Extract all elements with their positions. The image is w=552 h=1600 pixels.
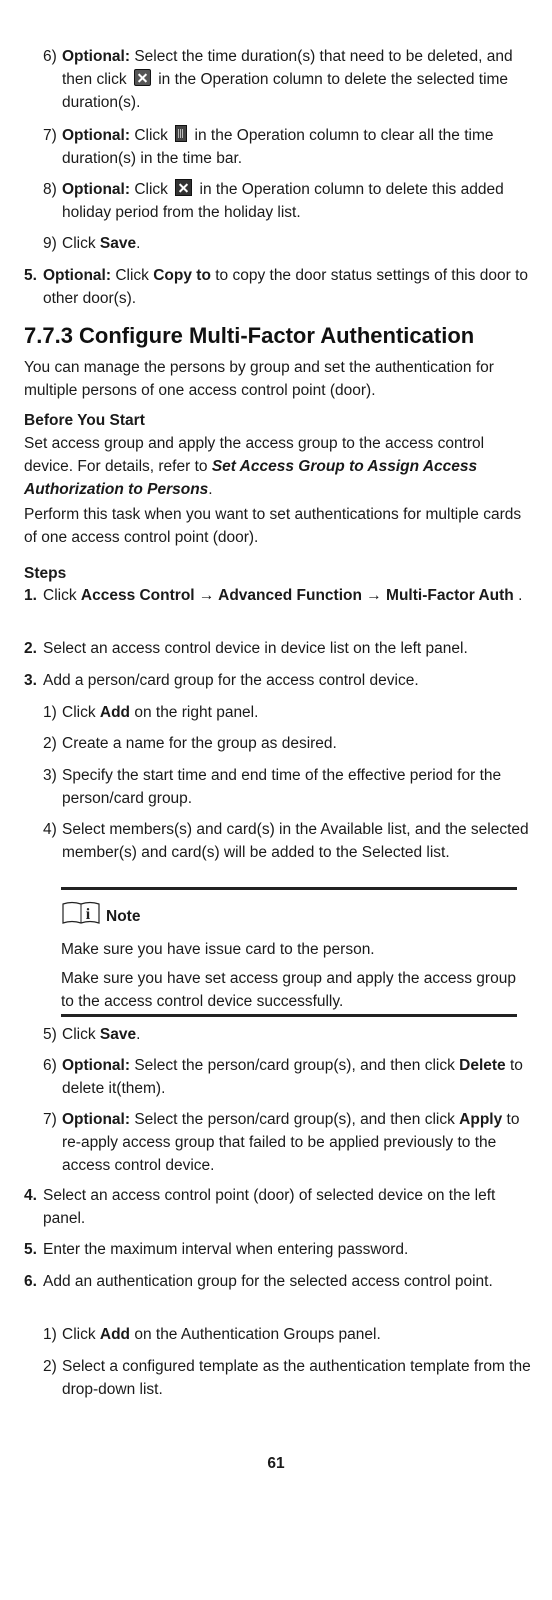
optional-label: Optional: xyxy=(62,181,131,198)
substep-3-5: 5) Click Save. xyxy=(43,1026,141,1043)
step-number: 5. xyxy=(24,267,37,284)
info-book-icon xyxy=(61,900,101,926)
substep-number: 7) xyxy=(43,127,57,144)
section-intro: You can manage the persons by group and set the authentication for multiple persons of one access control point (door). xyxy=(24,359,494,399)
substep-8-delete-holiday: 8) Optional: Click in the Operation column to delete this added holiday period from the holiday list. xyxy=(43,178,533,224)
step-number: 1. xyxy=(24,587,37,604)
optional-label: Optional: xyxy=(62,1057,131,1074)
add-term: Add xyxy=(99,1326,131,1343)
note-line-2: Make sure you have set access group and apply the access group to the access control device successfully. xyxy=(61,970,516,1010)
steps-label: Steps xyxy=(24,565,67,582)
apply-term: Apply xyxy=(459,1111,503,1128)
step-5-interval: 5. Enter the maximum interval when entering password. xyxy=(24,1238,534,1261)
trash-icon xyxy=(175,125,187,142)
substep-3-3: 3) Specify the start time and end time of the effective period for the person/card group. xyxy=(43,767,502,807)
step-2-select-device: 2. Select an access control device in device list on the left panel. xyxy=(24,637,534,660)
cross-reference: Set Access Group to Assign Access Authorization to Persons xyxy=(24,458,478,498)
page-number: 61 xyxy=(267,1455,285,1472)
optional-label: Optional: xyxy=(62,48,131,65)
optional-label: Optional: xyxy=(43,267,112,284)
before-you-start-text: Set access group and apply the access group to the access control device. For details, refer to Set Access Group to Assign Access Authorization to Persons. xyxy=(24,435,485,498)
add-term: Add xyxy=(99,704,131,721)
remove-x-icon xyxy=(175,179,192,196)
step-3-add-group: 3. Add a person/card group for the access control device. xyxy=(24,669,534,692)
note-box xyxy=(61,887,517,1017)
step-number: 5. xyxy=(24,1241,37,1258)
optional-label: Optional: xyxy=(62,127,131,144)
menu-path: Access Control → Advanced Function → Multi-Factor Auth xyxy=(80,587,514,604)
substep-number: 9) xyxy=(43,235,57,252)
note-line-1: Make sure you have issue card to the person. xyxy=(61,941,375,958)
substep-number: 6) xyxy=(43,48,57,65)
substep-3-7: 7) Optional: Select the person/card group(s), and then click Apply to re-apply access group that failed to be applied previously to the access control device. xyxy=(43,1111,520,1174)
step-5-copy-to: 5. Optional: Click Copy to to copy the door status settings of this door to other door(s). xyxy=(24,264,534,310)
step-number: 6. xyxy=(24,1273,37,1290)
svg-text:i: i xyxy=(85,906,91,923)
section-heading: 7.7.3 Configure Multi-Factor Authentication xyxy=(24,323,475,348)
note-label: Note xyxy=(106,908,141,925)
save-term: Save xyxy=(99,235,137,252)
substep-3-4: 4) Select members(s) and card(s) in the Available list, and the selected member(s) and card(s) will be added to the Selected list. xyxy=(43,821,529,861)
step-number: 4. xyxy=(24,1187,37,1204)
substep-3-2: 2) Create a name for the group as desired. xyxy=(43,735,337,752)
delete-x-icon xyxy=(134,69,151,86)
delete-term: Delete xyxy=(459,1057,506,1074)
step-6-add-auth-group: 6. Add an authentication group for the selected access control point. xyxy=(24,1270,534,1293)
substep-6-2: 2) Select a configured template as the authentication template from the drop-down list. xyxy=(43,1358,531,1398)
substep-number: 8) xyxy=(43,181,57,198)
step-number: 3. xyxy=(24,672,37,689)
substep-6-1: 1) Click Add on the Authentication Groups panel. xyxy=(43,1326,381,1343)
step-1-open-multi-factor: 1. Click Access Control → Advanced Function → Multi-Factor Auth . xyxy=(24,584,534,607)
save-term: Save xyxy=(99,1026,137,1043)
substep-6-delete-duration: 6) Optional: Select the time duration(s) that need to be deleted, and then click in the Operation column to delete the selected time duration(s). xyxy=(43,45,533,114)
substep-7-clear-durations: 7) Optional: Click in the Operation column to clear all the time duration(s) in the time bar. xyxy=(43,124,533,170)
substep-3-1: 1) Click Add on the right panel. xyxy=(43,704,259,721)
copy-to-term: Copy to xyxy=(153,267,211,284)
step-number: 2. xyxy=(24,640,37,657)
substep-9-save: 9) Click Save. xyxy=(43,232,533,255)
perform-text: Perform this task when you want to set authentications for multiple cards of one access control point (door). xyxy=(24,506,522,546)
substep-3-6: 6) Optional: Select the person/card group(s), and then click Delete to delete it(them). xyxy=(43,1057,523,1097)
before-you-start-label: Before You Start xyxy=(24,412,145,429)
step-4-select-door: 4. Select an access control point (door) of selected device on the left panel. xyxy=(24,1184,534,1230)
optional-label: Optional: xyxy=(62,1111,131,1128)
